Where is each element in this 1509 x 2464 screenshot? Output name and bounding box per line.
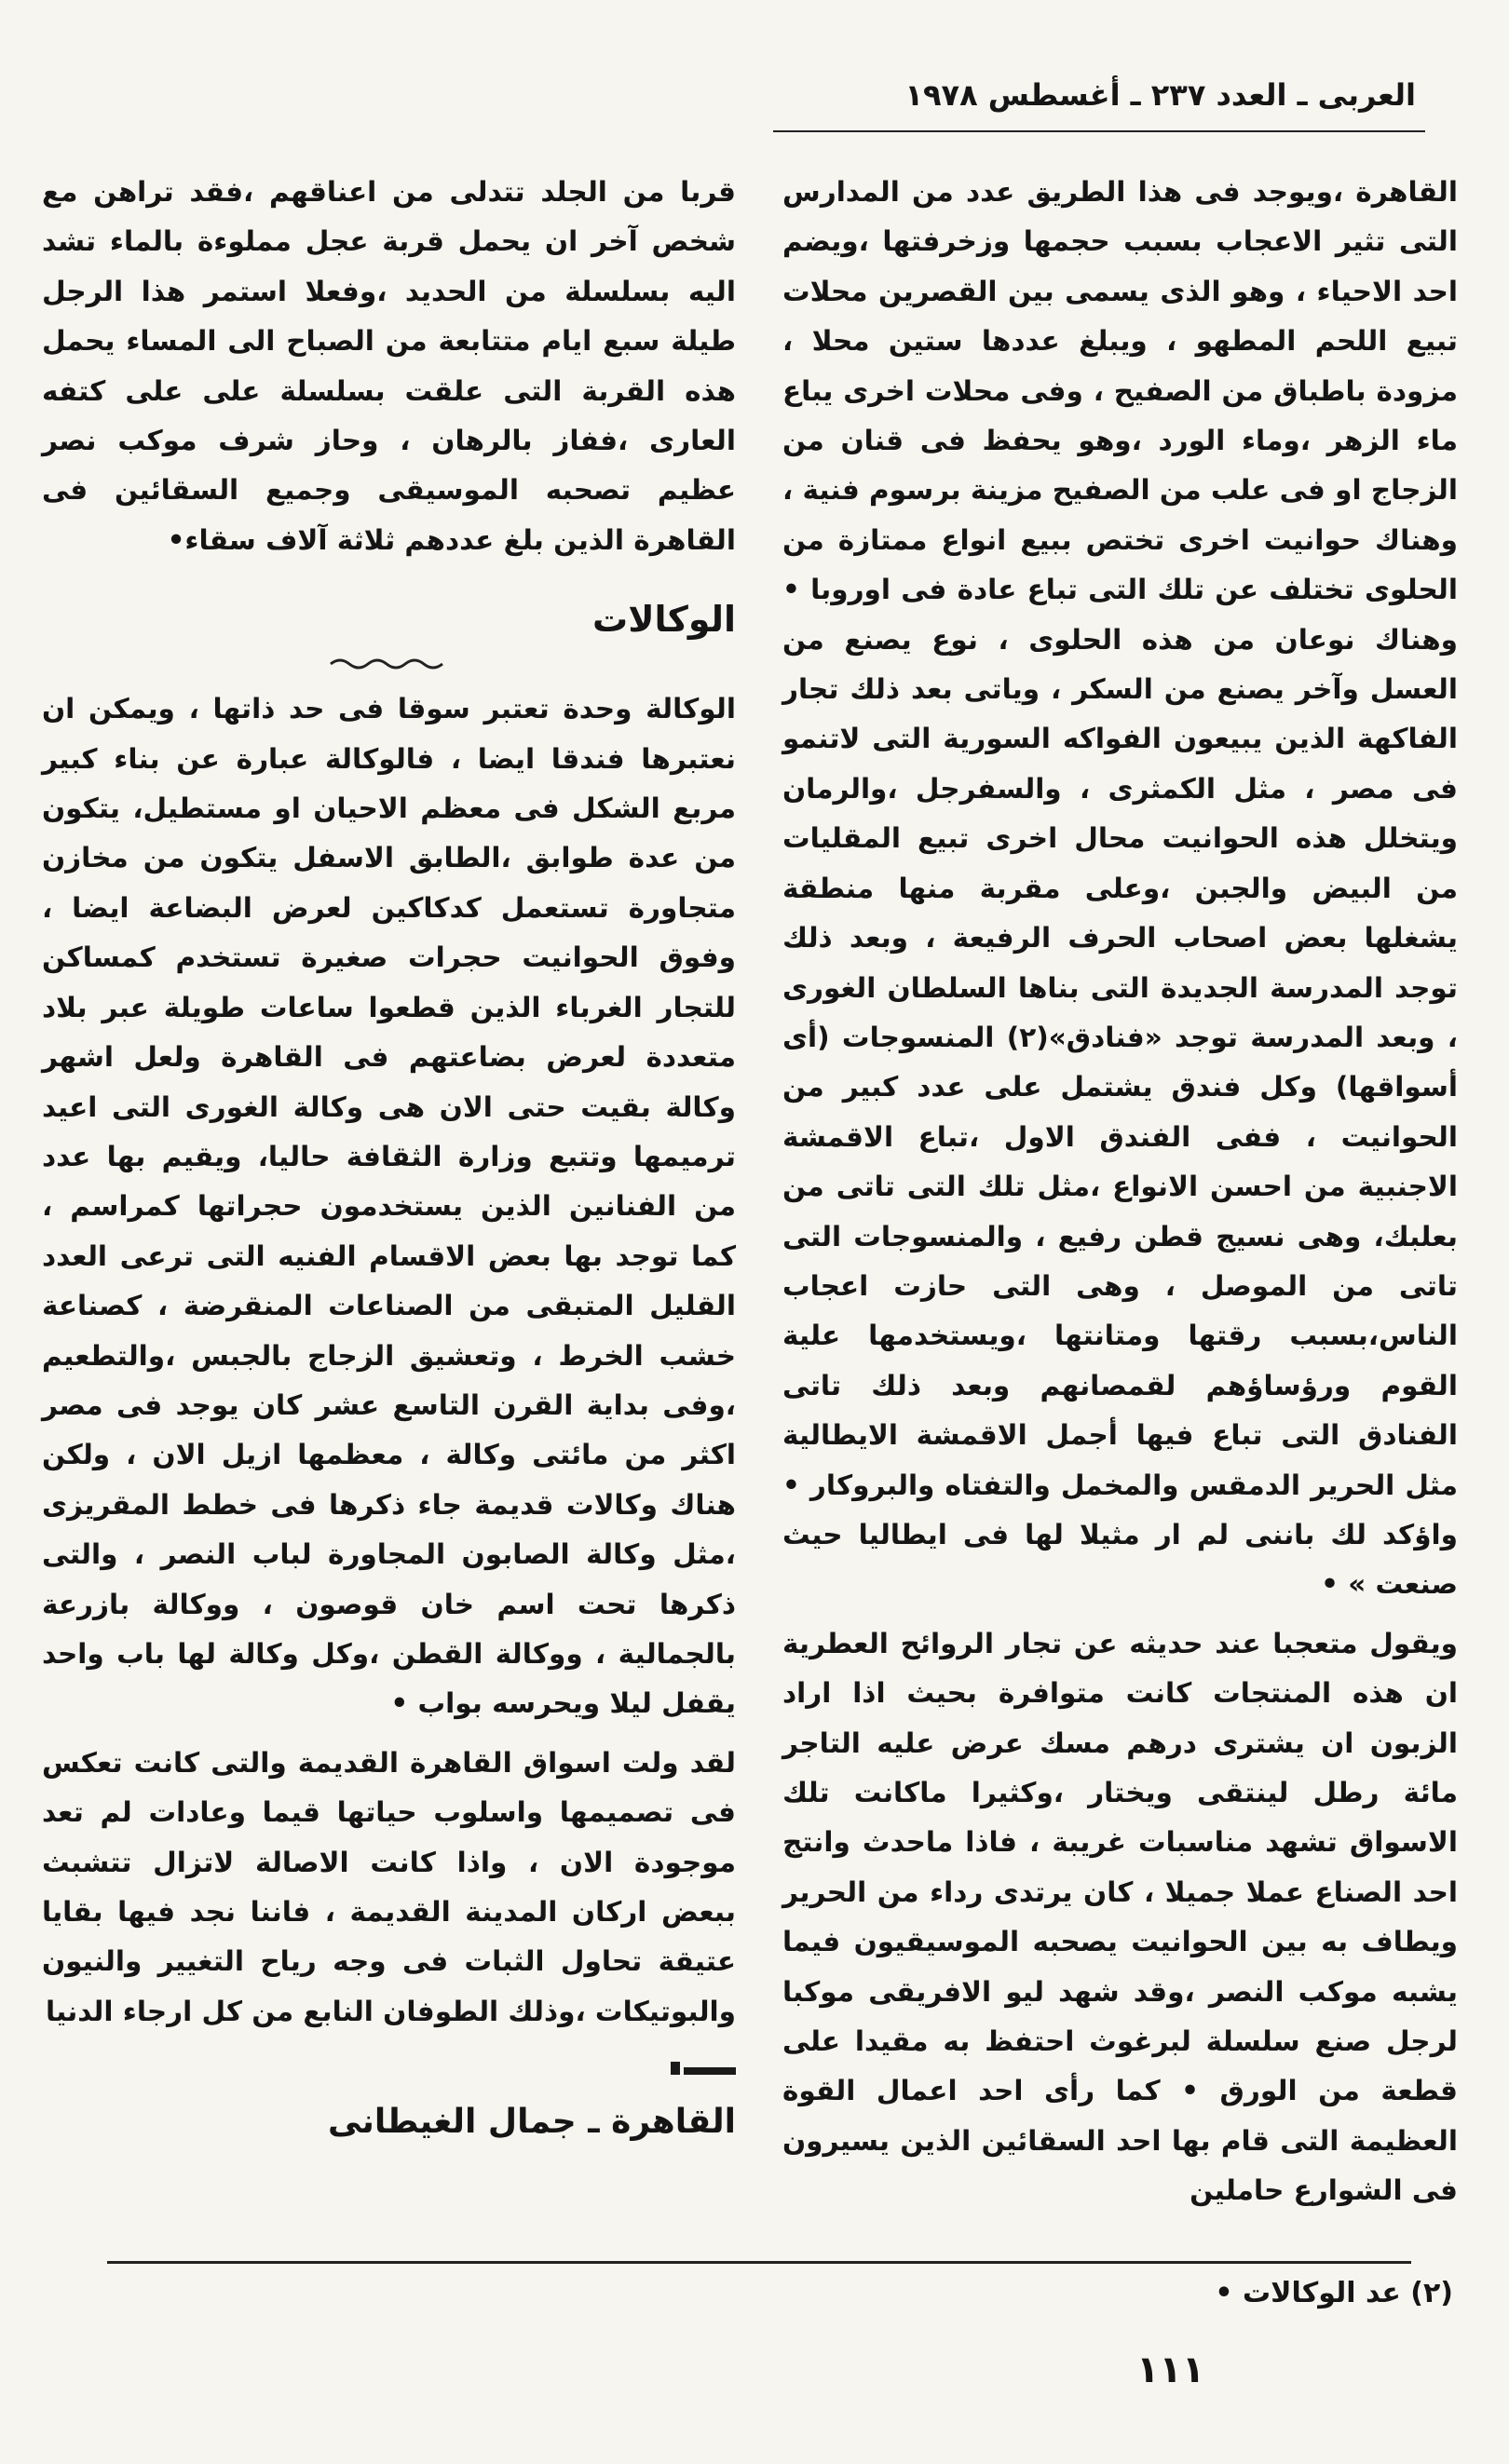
section-paragraph-1: الوكالة وحدة تعتبر سوقا فى حد ذاتها ، ويمكن ان نعتبرها فندقا ايضا ، فالوكالة عبارة عن بناء كبير مربع الشكل فى معظم الاحيان او مستطيل، يتكون من عدة طوابق ،الطابق الاسفل يتكون من مخازن متجاورة تستعمل كدكاكين لعرض البضاعة ايضا ، وفوق الحوانيت حجرات صغيرة تستخدم كمساكن للتجار الغرباء الذين قطعوا ساعات طويلة عبر بلاد متعددة لعرض بضاعتهم فى القاهرة ولعل اشهر وكالة بقيت حتى الان هى وكالة الغورى التى اعيد ترميمها وتتبع وزارة الثقافة حاليا، ويقيم بها عدد من الفنانين الذين يستخدمون حجراتها كمراسم ، كما توجد بها بعض الاقسام الفنيه التى ترعى العدد القليل المتبقى من الصناعات المنقرضة ، كصناعة خشب الخرط ، وتعشيق الزجاج بالجبس ،والتطعيم ،وفى بداية القرن التاسع عشر كان يوجد فى مصر اكثر من مائتى وكالة ، معظمها ازيل الان ، ولكن هناك وكالات قديمة جاء ذكرها فى خطط المقريزى ،مثل وكالة الصابون المجاورة لباب النصر ، والتى ذكرها تحت اسم خان قوصون ، ووكالة بازرعة بالجمالية ، ووكالة القطن ،وكل وكالة لها باب واحد يقفل ليلا ويحرسه بواب • — [42, 693, 736, 1720]
right-column-paragraph-2: ويقول متعجبا عند حديثه عن تجار الروائح العطرية ان هذه المنتجات كانت متوافرة بحيث اذا اراد الزبون ان يشترى درهم مسك عرض عليه التاجر مائة رطل لينتقى ويختار ،وكثيرا ماكانت تلك الاسواق تشهد مناسبات غريبة ، فاذا ماحدث وانتج احد الصناع عملا جميلا ، كان يرتدى رداء من الحرير ويطاف به بين الحوانيت يصحبه الموسيقيون فيما يشبه موكب النصر ،وقد شهد ليو الافريقى موكبا لرجل صنع سلسلة لبرغوث احتفظ به مقيدا على قطعة من الورق • كما رأى احد اعمال القوة العظيمة التى قام بها احد السقائين الذين يسيرون فى الشوارع حاملين — [782, 1627, 1458, 2207]
right-column — [782, 168, 1458, 2216]
right-column-paragraph-1: القاهرة ،ويوجد فى هذا الطريق عدد من المدارس التى تثير الاعجاب بسبب حجمها وزخرفتها ،ويضم احد الاحياء ، وهو الذى يسمى بين القصرين محلات تبيع اللحم المطهو ، ويبلغ عددها ستين محلا ، مزودة باطباق من الصفيح ، وفى محلات اخرى يباع ماء الزهر ،وماء الورد ،وهو يحفظ فى قنان من الزجاج او فى علب من الصفيح مزينة برسوم فنية ، وهناك حوانيت اخرى تختص ببيع انواع ممتازة من الحلوى تختلف عن تلك التى تباع عادة فى اوروبا • وهناك نوعان من هذه الحلوى ، نوع يصنع من العسل وآخر يصنع من السكر ، وياتى بعد ذلك تجار الفاكهة الذين يبيعون الفواكه السورية التى لاتنمو فى مصر ، مثل الكمثرى ، والسفرجل ،والرمان ويتخلل هذه الحوانيت محال اخرى تبيع المقليات من البيض والجبن ،وعلى مقربة منها منطقة يشغلها بعض اصحاب الحرف الرفيعة ، وبعد ذلك توجد المدرسة الجديدة التى بناها السلطان الغورى ، وبعد المدرسة توجد «فنادق»(٢) المنسوجات (أى أسواقها) وكل فندق يشتمل على عدد كبير من الحوانيت ، ففى الفندق الاول ،تباع الاقمشة الاجنبية من احسن الانواع ،مثل تلك التى تاتى من بعلبك، وهى نسيج قطن رفيع ، والمنسوجات التى تاتى من الموصل ، وهى التى حازت اعجاب الناس،بسبب رقتها ومتانتها ،ويستخدمها علية القوم ورؤساؤهم لقمصانهم وبعد ذلك تاتى الفنادق التى تباع فيها أجمل الاقمشة الايطالية مثل الحرير الدمقس والمخمل والتفتاه والبروكار • واؤكد لك باننى لم ار مثيلا لها فى ايطاليا حيث صنعت » • — [782, 176, 1458, 1601]
section-title-underline — [329, 655, 450, 673]
author-byline: القاهرة ـ جمال الغيطانى — [327, 2103, 736, 2142]
running-header: العربى ـ العدد ٢٣٧ ـ أغسطس ١٩٧٨ — [904, 77, 1416, 113]
section-paragraph-2: لقد ولت اسواق القاهرة القديمة والتى كانت تعكس فى تصميمها واسلوب حياتها قيما وعادات لم تعد موجودة الان ، واذا كانت الاصالة لاتزال تتشبث ببعض اركان المدينة القديمة ، فاننا نجد فيها بقايا عتيقة تحاول الثبات فى وجه رياح التغيير والنيون والبوتيكات ،وذلك الطوفان النابع من كل ارجاء الدنيا — [42, 1746, 736, 2027]
left-column-intro-paragraph: قربا من الجلد تتدلى من اعناقهم ،فقد تراهن مع شخص آخر ان يحمل قربة عجل مملوءة بالماء تشد اليه بسلسلة من الحديد ،وفعلا استمر هذا الرجل طيلة سبع ايام متتابعة من الصباح الى المساء يحمل هذه القربة التى علقت بسلسلة على على كتفه العارى ،ففاز بالرهان ، وحاز شرف موكب نصر عظيم تصحبه الموسيقى وجميع السقائين فى القاهرة الذين بلغ عددهم ثلاثة آلاف سقاء• — [42, 176, 736, 556]
header-rule — [773, 130, 1425, 132]
left-column — [42, 168, 736, 2150]
footnote-rule — [107, 2261, 1411, 2264]
section-title: الوكالات — [592, 599, 736, 641]
end-mark — [42, 2040, 736, 2068]
footnote: (٢) عد الوكالات • — [1215, 2277, 1453, 2309]
page-number: ١١١ — [1136, 2349, 1205, 2391]
